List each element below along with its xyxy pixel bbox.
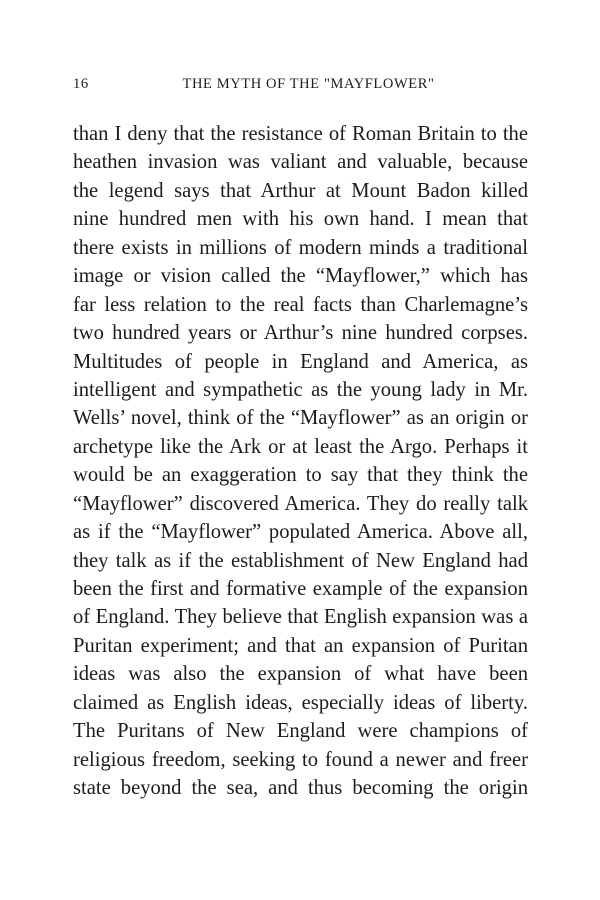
text-line: they talk as if the establishment of New England had: [73, 549, 528, 572]
text-line: been the first and formative example of the expansion: [73, 578, 528, 600]
text-line: there exists in millions of modern minds a traditional: [73, 236, 528, 259]
text-line: Wells’ novel, think of the “Mayflower” as an origin or: [73, 407, 528, 430]
text-line: claimed as English ideas, especially ideas of liberty.: [73, 691, 528, 714]
text-line: two hundred years or Arthur’s nine hundred corpses.: [73, 322, 528, 345]
text-line: heathen invasion was valiant and valuable, because: [73, 151, 528, 174]
text-line: archetype like the Ark or at least the Argo. Perhaps it: [73, 435, 528, 458]
text-line: Puritan experiment; and that an expansion of Puritan: [73, 634, 528, 657]
text-line: “Mayflower” discovered America. They do really talk: [73, 492, 528, 515]
text-line: religious freedom, seeking to found a newer and freer: [73, 748, 528, 771]
body-paragraph: [73, 120, 528, 803]
running-title: THE MYTH OF THE "MAYFLOWER": [182, 76, 435, 92]
text-line: the legend says that Arthur at Mount Badon killed: [73, 179, 528, 202]
text-line: intelligent and sympathetic as the young lady in Mr.: [73, 378, 528, 401]
text-line: nine hundred men with his own hand. I mean that: [73, 208, 528, 231]
text-line: image or vision called the “Mayflower,” which has: [73, 265, 528, 288]
text-line: The Puritans of New England were champions of: [73, 720, 528, 743]
text-line: ideas was also the expansion of what have been: [73, 663, 528, 686]
text-line: far less relation to the real facts than Charlemagne’s: [73, 293, 528, 316]
text-line: state beyond the sea, and thus becoming the origin: [73, 777, 528, 800]
text-line: Multitudes of people in England and America, as: [73, 350, 528, 373]
text-line: of England. They believe that English expansion was a: [73, 606, 528, 629]
running-head: [73, 76, 528, 98]
page-number: 16: [73, 76, 89, 92]
text-line: would be an exaggeration to say that they think the: [73, 464, 528, 487]
text-line: than I deny that the resistance of Roman Britain to the: [73, 123, 528, 145]
text-line: as if the “Mayflower” populated America. Above all,: [73, 521, 528, 544]
